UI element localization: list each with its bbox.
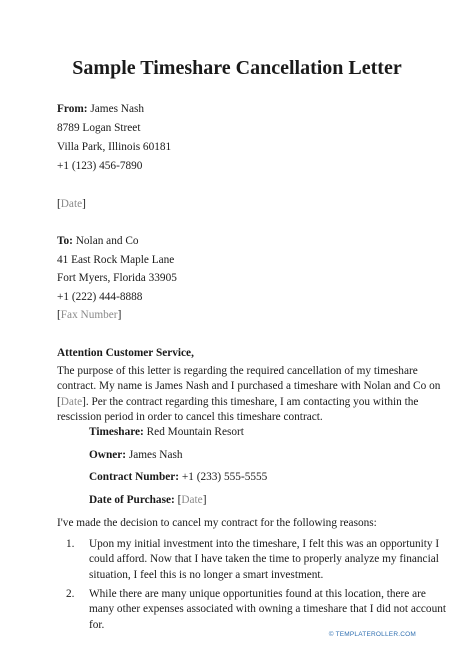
list-line: could afford. Now that I have taken the time to properly analyze my financial xyxy=(89,553,439,566)
from-label: From: xyxy=(57,103,88,115)
purchase-date-line: Date of Purchase: [Date] xyxy=(89,494,207,506)
to-phone: +1 (222) 444-8888 xyxy=(57,291,143,303)
intro-line: rescission period in order to cancel this timeshare contract. xyxy=(57,411,323,424)
to-city: Fort Myers, Florida 33905 xyxy=(57,272,177,284)
from-street: 8789 Logan Street xyxy=(57,122,141,134)
contract-line xyxy=(89,470,267,484)
document-title: Sample Timeshare Cancellation Letter xyxy=(72,57,402,79)
from-name: James Nash xyxy=(90,103,145,115)
from-name-line xyxy=(57,102,144,116)
to-name-line xyxy=(57,234,139,248)
from-phone: +1 (123) 456-7890 xyxy=(57,160,143,172)
purchase-date-label: Date of Purchase: xyxy=(89,494,175,506)
intro-line: contract. My name is James Nash and I purchased a timeshare with Nolan and Co on xyxy=(57,380,441,393)
reasons-intro: I've made the decision to cancel my contract for the following reasons: xyxy=(57,517,377,529)
purchase-date-placeholder: Date xyxy=(181,494,203,506)
to-name: Nolan and Co xyxy=(75,235,139,247)
fax-placeholder: Fax Number xyxy=(60,309,118,321)
from-city: Villa Park, Illinois 60181 xyxy=(57,141,172,153)
salutation: Attention Customer Service, xyxy=(57,347,194,359)
timeshare-line xyxy=(89,425,244,439)
owner-label: Owner: xyxy=(89,449,127,461)
intro-date-placeholder: Date xyxy=(60,395,83,408)
list-line: many other expenses associated with owning a timeshare that I did not account xyxy=(89,603,447,616)
to-label: To: xyxy=(57,235,73,247)
list-line: Upon my initial investment into the timeshare, I felt this was an opportunity I xyxy=(89,538,440,550)
timeshare-label: Timeshare: xyxy=(89,426,144,438)
owner-line xyxy=(89,448,183,462)
list-number: 1. xyxy=(66,538,75,550)
fax-field: [Fax Number] xyxy=(57,309,122,321)
intro-paragraph xyxy=(57,364,441,426)
contract-label: Contract Number: xyxy=(89,471,180,483)
intro-line: The purpose of this letter is regarding the required cancellation of my timeshare xyxy=(57,365,418,377)
timeshare-value: Red Mountain Resort xyxy=(146,426,244,438)
date-field: [Date] xyxy=(57,198,86,210)
intro-line: [Date]. Per the contract regarding this timeshare, I am contacting you within the xyxy=(57,395,419,408)
owner-value: James Nash xyxy=(128,449,183,461)
to-street: 41 East Rock Maple Lane xyxy=(57,254,175,266)
date-placeholder: Date xyxy=(60,198,83,210)
footer-watermark[interactable]: © TEMPLATEROLLER.COM xyxy=(328,631,416,638)
list-line: While there are many unique opportunities found at this location, there are xyxy=(89,588,426,600)
list-number: 2. xyxy=(66,588,75,600)
list-line: for. xyxy=(89,618,105,631)
list-line: situation, I feel this is no longer a smart investment. xyxy=(89,568,324,581)
contract-value: +1 (233) 555-5555 xyxy=(181,471,268,483)
